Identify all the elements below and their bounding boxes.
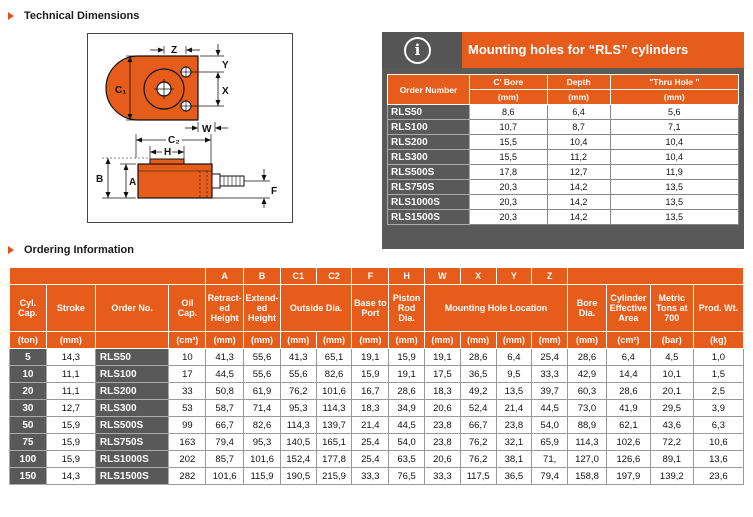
order-cell: 79,4 bbox=[532, 468, 568, 485]
order-cell: 11,1 bbox=[46, 383, 95, 400]
order-cell: 20,6 bbox=[424, 451, 460, 468]
order-cell: 95,3 bbox=[280, 400, 316, 417]
order-cell: 89,1 bbox=[650, 451, 693, 468]
section-bullet-icon bbox=[8, 246, 14, 254]
dim-label-w: W bbox=[202, 124, 212, 135]
order-cell: 17 bbox=[169, 366, 206, 383]
order-cell: 25,4 bbox=[352, 451, 389, 468]
unit-cell: (mm) bbox=[244, 332, 281, 349]
order-cell: 19,1 bbox=[352, 349, 389, 366]
col-cylinder-area: Cylinder Effective Area bbox=[606, 285, 650, 332]
section-bullet-icon bbox=[8, 12, 14, 20]
order-cell: 2,5 bbox=[693, 383, 743, 400]
letter-a: A bbox=[206, 268, 244, 285]
order-cell: 202 bbox=[169, 451, 206, 468]
letter-h: H bbox=[389, 268, 425, 285]
order-cell: 55,6 bbox=[244, 366, 281, 383]
order-cell: 39,7 bbox=[532, 383, 568, 400]
order-cell: 53 bbox=[169, 400, 206, 417]
order-cell: 44,5 bbox=[532, 400, 568, 417]
order-cell: 152,4 bbox=[280, 451, 316, 468]
order-number-cell: RLS50 bbox=[95, 349, 169, 366]
order-cell: 21,4 bbox=[496, 400, 532, 417]
order-number-cell: RLS1500S bbox=[95, 468, 169, 485]
mount-cell: 12,7 bbox=[547, 165, 610, 180]
order-cell: 76,5 bbox=[389, 468, 425, 485]
order-cell: 28,6 bbox=[606, 383, 650, 400]
order-cell: 82,6 bbox=[244, 417, 281, 434]
unit-cell: (mm) bbox=[424, 332, 460, 349]
order-number-cell: RLS1000S bbox=[95, 451, 169, 468]
order-cell: 55,6 bbox=[244, 349, 281, 366]
unit-thru-hole: (mm) bbox=[610, 90, 738, 105]
order-cell: 20,6 bbox=[424, 400, 460, 417]
order-cell: 3,9 bbox=[693, 400, 743, 417]
mount-order-number: RLS300 bbox=[388, 150, 470, 165]
mount-row bbox=[388, 105, 739, 120]
order-cell: 66,7 bbox=[460, 417, 496, 434]
unit-cell: (kg) bbox=[693, 332, 743, 349]
info-icon-cell bbox=[382, 32, 462, 68]
order-cell: 55,6 bbox=[280, 366, 316, 383]
order-cell: 41,3 bbox=[280, 349, 316, 366]
technical-diagram bbox=[87, 33, 293, 223]
order-cell: 1,0 bbox=[693, 349, 743, 366]
order-row bbox=[10, 417, 744, 434]
mount-order-number: RLS1000S bbox=[388, 195, 470, 210]
mount-cell: 13,5 bbox=[610, 195, 738, 210]
order-cell: 66,7 bbox=[206, 417, 244, 434]
order-cell: 215,9 bbox=[316, 468, 352, 485]
order-cell: 34,9 bbox=[389, 400, 425, 417]
order-cell: 99 bbox=[169, 417, 206, 434]
unit-depth: (mm) bbox=[547, 90, 610, 105]
order-cell: 23,8 bbox=[424, 434, 460, 451]
mount-order-number: RLS750S bbox=[388, 180, 470, 195]
cyl-cap-cell: 30 bbox=[10, 400, 47, 417]
order-cell: 25,4 bbox=[352, 434, 389, 451]
order-cell: 41,3 bbox=[206, 349, 244, 366]
col-stroke: Stroke bbox=[46, 285, 95, 332]
col-depth: Depth bbox=[547, 75, 610, 90]
unit-cell: (mm) bbox=[568, 332, 607, 349]
order-number-cell: RLS300 bbox=[95, 400, 169, 417]
col-metric-tons: Metric Tons at 700 bbox=[650, 285, 693, 332]
col-mounting-hole-location: Mounting Hole Location bbox=[424, 285, 567, 332]
col-prod-wt: Prod. Wt. bbox=[693, 285, 743, 332]
order-cell: 32,1 bbox=[496, 434, 532, 451]
unit-cbore: (mm) bbox=[470, 90, 548, 105]
order-cell: 11,1 bbox=[46, 366, 95, 383]
order-number-cell: RLS500S bbox=[95, 417, 169, 434]
mount-cell: 11,2 bbox=[547, 150, 610, 165]
mount-cell: 5,6 bbox=[610, 105, 738, 120]
letter-f: F bbox=[352, 268, 389, 285]
unit-cell: (mm) bbox=[280, 332, 316, 349]
technical-dimensions-heading bbox=[8, 10, 139, 22]
mount-cell: 17,8 bbox=[470, 165, 548, 180]
mount-cell: 10,4 bbox=[610, 150, 738, 165]
order-cell: 101,6 bbox=[244, 451, 281, 468]
header-spacer bbox=[10, 268, 206, 285]
col-piston-rod-dia: Piston Rod Dia. bbox=[389, 285, 425, 332]
order-cell: 14,3 bbox=[46, 468, 95, 485]
order-cell: 63,5 bbox=[389, 451, 425, 468]
col-thru-hole: "Thru Hole " bbox=[610, 75, 738, 90]
cyl-cap-cell: 100 bbox=[10, 451, 47, 468]
mount-row bbox=[388, 165, 739, 180]
order-cell: 82,6 bbox=[316, 366, 352, 383]
order-cell: 117,5 bbox=[460, 468, 496, 485]
mount-cell: 10,4 bbox=[547, 135, 610, 150]
order-cell: 36,5 bbox=[496, 468, 532, 485]
col-base-to-port: Base to Port bbox=[352, 285, 389, 332]
order-cell: 58,7 bbox=[206, 400, 244, 417]
order-cell: 139,7 bbox=[316, 417, 352, 434]
mount-order-number: RLS200 bbox=[388, 135, 470, 150]
order-cell: 42,9 bbox=[568, 366, 607, 383]
letter-w: W bbox=[424, 268, 460, 285]
order-cell: 4,5 bbox=[650, 349, 693, 366]
dim-label-x: X bbox=[222, 86, 229, 97]
mount-cell: 6,4 bbox=[547, 105, 610, 120]
mount-cell: 13,5 bbox=[610, 210, 738, 225]
order-cell: 9,5 bbox=[496, 366, 532, 383]
order-cell: 20,1 bbox=[650, 383, 693, 400]
order-cell: 19,1 bbox=[424, 349, 460, 366]
order-cell: 61,9 bbox=[244, 383, 281, 400]
mount-row bbox=[388, 150, 739, 165]
mount-order-number: RLS50 bbox=[388, 105, 470, 120]
order-cell: 33 bbox=[169, 383, 206, 400]
order-cell: 33,3 bbox=[352, 468, 389, 485]
order-cell: 158,8 bbox=[568, 468, 607, 485]
cyl-cap-cell: 10 bbox=[10, 366, 47, 383]
coupler bbox=[212, 174, 220, 188]
col-cbore: C' Bore bbox=[470, 75, 548, 90]
order-cell: 43,6 bbox=[650, 417, 693, 434]
order-cell: 101,6 bbox=[316, 383, 352, 400]
unit-cell: (cm²) bbox=[606, 332, 650, 349]
order-cell: 36,5 bbox=[460, 366, 496, 383]
cyl-cap-cell: 50 bbox=[10, 417, 47, 434]
order-row bbox=[10, 400, 744, 417]
mount-row bbox=[388, 180, 739, 195]
mount-cell: 13,5 bbox=[610, 180, 738, 195]
order-cell: 44,5 bbox=[389, 417, 425, 434]
order-cell: 62,1 bbox=[606, 417, 650, 434]
letter-x: X bbox=[460, 268, 496, 285]
mount-cell: 8,7 bbox=[547, 120, 610, 135]
order-cell: 28,6 bbox=[568, 349, 607, 366]
unit-cell: (mm) bbox=[352, 332, 389, 349]
order-cell: 15,9 bbox=[46, 434, 95, 451]
order-cell: 19,1 bbox=[389, 366, 425, 383]
order-cell: 25,4 bbox=[532, 349, 568, 366]
order-cell: 38,1 bbox=[496, 451, 532, 468]
letter-z: Z bbox=[532, 268, 568, 285]
col-retracted-height: Retract-ed Height bbox=[206, 285, 244, 332]
mount-row bbox=[388, 195, 739, 210]
order-cell: 6,3 bbox=[693, 417, 743, 434]
order-cell: 13,6 bbox=[693, 451, 743, 468]
order-cell: 163 bbox=[169, 434, 206, 451]
unit-cell: (mm) bbox=[460, 332, 496, 349]
mount-row bbox=[388, 210, 739, 225]
unit-cell: (mm) bbox=[532, 332, 568, 349]
order-cell: 49,2 bbox=[460, 383, 496, 400]
mount-row bbox=[388, 135, 739, 150]
order-cell: 14,4 bbox=[606, 366, 650, 383]
order-cell: 15,9 bbox=[389, 349, 425, 366]
dim-label-h: H bbox=[164, 147, 172, 158]
mount-cell: 20,3 bbox=[470, 180, 548, 195]
order-row bbox=[10, 451, 744, 468]
mount-cell: 20,3 bbox=[470, 210, 548, 225]
order-cell: 114,3 bbox=[280, 417, 316, 434]
order-cell: 50,8 bbox=[206, 383, 244, 400]
dim-label-c2: C₂ bbox=[168, 135, 180, 146]
mount-cell: 10,4 bbox=[610, 135, 738, 150]
mount-cell: 11,9 bbox=[610, 165, 738, 180]
info-icon: i bbox=[404, 37, 431, 64]
order-cell: 23,6 bbox=[693, 468, 743, 485]
order-cell: 71,4 bbox=[244, 400, 281, 417]
col-extended-height: Extend-ed Height bbox=[244, 285, 281, 332]
col-bore-dia: Bore Dia. bbox=[568, 285, 607, 332]
mounting-holes-table bbox=[387, 74, 739, 225]
order-row bbox=[10, 468, 744, 485]
cyl-cap-cell: 20 bbox=[10, 383, 47, 400]
order-cell: 41,9 bbox=[606, 400, 650, 417]
col-oil-cap: Oil Cap. bbox=[169, 285, 206, 332]
dim-label-z: Z bbox=[171, 45, 178, 56]
cyl-cap-cell: 150 bbox=[10, 468, 47, 485]
order-cell: 29,5 bbox=[650, 400, 693, 417]
order-cell: 88,9 bbox=[568, 417, 607, 434]
order-cell: 126,6 bbox=[606, 451, 650, 468]
order-cell: 127,0 bbox=[568, 451, 607, 468]
order-cell: 85,7 bbox=[206, 451, 244, 468]
order-cell: 21,4 bbox=[352, 417, 389, 434]
piston-rod bbox=[150, 159, 184, 164]
unit-cell: (mm) bbox=[389, 332, 425, 349]
order-cell: 76,2 bbox=[460, 434, 496, 451]
col-order-no: Order No. bbox=[95, 285, 169, 332]
order-cell: 282 bbox=[169, 468, 206, 485]
order-cell: 44,5 bbox=[206, 366, 244, 383]
order-cell: 114,3 bbox=[316, 400, 352, 417]
order-cell: 190,5 bbox=[280, 468, 316, 485]
order-number-cell: RLS100 bbox=[95, 366, 169, 383]
order-row bbox=[10, 383, 744, 400]
order-cell: 71, bbox=[532, 451, 568, 468]
header-spacer bbox=[568, 268, 744, 285]
dim-label-b: B bbox=[96, 174, 104, 185]
order-cell: 10 bbox=[169, 349, 206, 366]
unit-cell: (bar) bbox=[650, 332, 693, 349]
col-cyl-cap: Cyl. Cap. bbox=[10, 285, 47, 332]
mount-cell: 15,5 bbox=[470, 135, 548, 150]
mounting-holes-panel bbox=[382, 32, 744, 249]
order-cell: 73,0 bbox=[568, 400, 607, 417]
mount-order-number: RLS100 bbox=[388, 120, 470, 135]
cyl-cap-cell: 5 bbox=[10, 349, 47, 366]
order-cell: 6,4 bbox=[606, 349, 650, 366]
order-cell: 102,6 bbox=[606, 434, 650, 451]
mount-cell: 7,1 bbox=[610, 120, 738, 135]
mount-cell: 14,2 bbox=[547, 195, 610, 210]
dim-label-y: Y bbox=[222, 60, 229, 71]
unit-cell bbox=[95, 332, 169, 349]
order-cell: 114,3 bbox=[568, 434, 607, 451]
order-number-cell: RLS200 bbox=[95, 383, 169, 400]
order-cell: 54,0 bbox=[389, 434, 425, 451]
order-cell: 13,5 bbox=[496, 383, 532, 400]
order-cell: 54,0 bbox=[532, 417, 568, 434]
order-cell: 60,3 bbox=[568, 383, 607, 400]
order-cell: 23,8 bbox=[496, 417, 532, 434]
ordering-information-title: Ordering Information bbox=[24, 244, 134, 256]
order-cell: 23,8 bbox=[424, 417, 460, 434]
cylinder-drawing bbox=[88, 34, 292, 222]
unit-cell: (mm) bbox=[316, 332, 352, 349]
unit-cell: (mm) bbox=[206, 332, 244, 349]
order-row bbox=[10, 366, 744, 383]
order-cell: 16,7 bbox=[352, 383, 389, 400]
mount-cell: 14,2 bbox=[547, 210, 610, 225]
order-cell: 15,9 bbox=[352, 366, 389, 383]
order-cell: 165,1 bbox=[316, 434, 352, 451]
mount-cell: 14,2 bbox=[547, 180, 610, 195]
dim-label-a: A bbox=[129, 177, 137, 188]
order-cell: 140,5 bbox=[280, 434, 316, 451]
order-cell: 1,5 bbox=[693, 366, 743, 383]
order-cell: 28,6 bbox=[460, 349, 496, 366]
order-cell: 115,9 bbox=[244, 468, 281, 485]
technical-dimensions-title: Technical Dimensions bbox=[24, 10, 140, 22]
order-cell: 197,9 bbox=[606, 468, 650, 485]
order-cell: 28,6 bbox=[389, 383, 425, 400]
unit-cell: (mm) bbox=[496, 332, 532, 349]
order-cell: 76,2 bbox=[280, 383, 316, 400]
mount-cell: 15,5 bbox=[470, 150, 548, 165]
order-row bbox=[10, 349, 744, 366]
mount-order-number: RLS500S bbox=[388, 165, 470, 180]
order-cell: 95,3 bbox=[244, 434, 281, 451]
col-outside-dia: Outside Dia. bbox=[280, 285, 352, 332]
order-cell: 33,3 bbox=[424, 468, 460, 485]
letter-c1: C1 bbox=[280, 268, 316, 285]
order-cell: 65,1 bbox=[316, 349, 352, 366]
order-number-cell: RLS750S bbox=[95, 434, 169, 451]
order-cell: 79,4 bbox=[206, 434, 244, 451]
mounting-holes-title: Mounting holes for “RLS” cylinders bbox=[468, 42, 689, 57]
side-view-body bbox=[138, 164, 212, 198]
order-cell: 101,6 bbox=[206, 468, 244, 485]
order-cell: 6,4 bbox=[496, 349, 532, 366]
mount-order-number: RLS1500S bbox=[388, 210, 470, 225]
letter-c2: C2 bbox=[316, 268, 352, 285]
order-cell: 14,3 bbox=[46, 349, 95, 366]
mount-cell: 20,3 bbox=[470, 195, 548, 210]
letter-y: Y bbox=[496, 268, 532, 285]
mount-row bbox=[388, 120, 739, 135]
col-order-number: Order Number bbox=[388, 75, 470, 105]
letter-b: B bbox=[244, 268, 281, 285]
cyl-cap-cell: 75 bbox=[10, 434, 47, 451]
order-cell: 65,9 bbox=[532, 434, 568, 451]
order-cell: 10,1 bbox=[650, 366, 693, 383]
order-cell: 12,7 bbox=[46, 400, 95, 417]
order-cell: 76,2 bbox=[460, 451, 496, 468]
order-row bbox=[10, 434, 744, 451]
ordering-information-heading bbox=[8, 244, 134, 256]
order-cell: 10,6 bbox=[693, 434, 743, 451]
mounting-holes-header bbox=[382, 32, 744, 68]
order-cell: 15,9 bbox=[46, 417, 95, 434]
unit-cell: (mm) bbox=[46, 332, 95, 349]
dim-label-c1: C₁ bbox=[115, 85, 127, 96]
mount-cell: 10,7 bbox=[470, 120, 548, 135]
order-cell: 18,3 bbox=[352, 400, 389, 417]
dim-label-f: F bbox=[271, 186, 278, 197]
order-cell: 72,2 bbox=[650, 434, 693, 451]
order-cell: 33,3 bbox=[532, 366, 568, 383]
order-cell: 15,9 bbox=[46, 451, 95, 468]
unit-cell: (cm³) bbox=[169, 332, 206, 349]
order-cell: 177,8 bbox=[316, 451, 352, 468]
order-cell: 17,5 bbox=[424, 366, 460, 383]
order-cell: 139,2 bbox=[650, 468, 693, 485]
order-cell: 52,4 bbox=[460, 400, 496, 417]
ordering-table bbox=[9, 267, 744, 485]
mount-cell: 8,6 bbox=[470, 105, 548, 120]
unit-cell: (ton) bbox=[10, 332, 47, 349]
order-cell: 18,3 bbox=[424, 383, 460, 400]
